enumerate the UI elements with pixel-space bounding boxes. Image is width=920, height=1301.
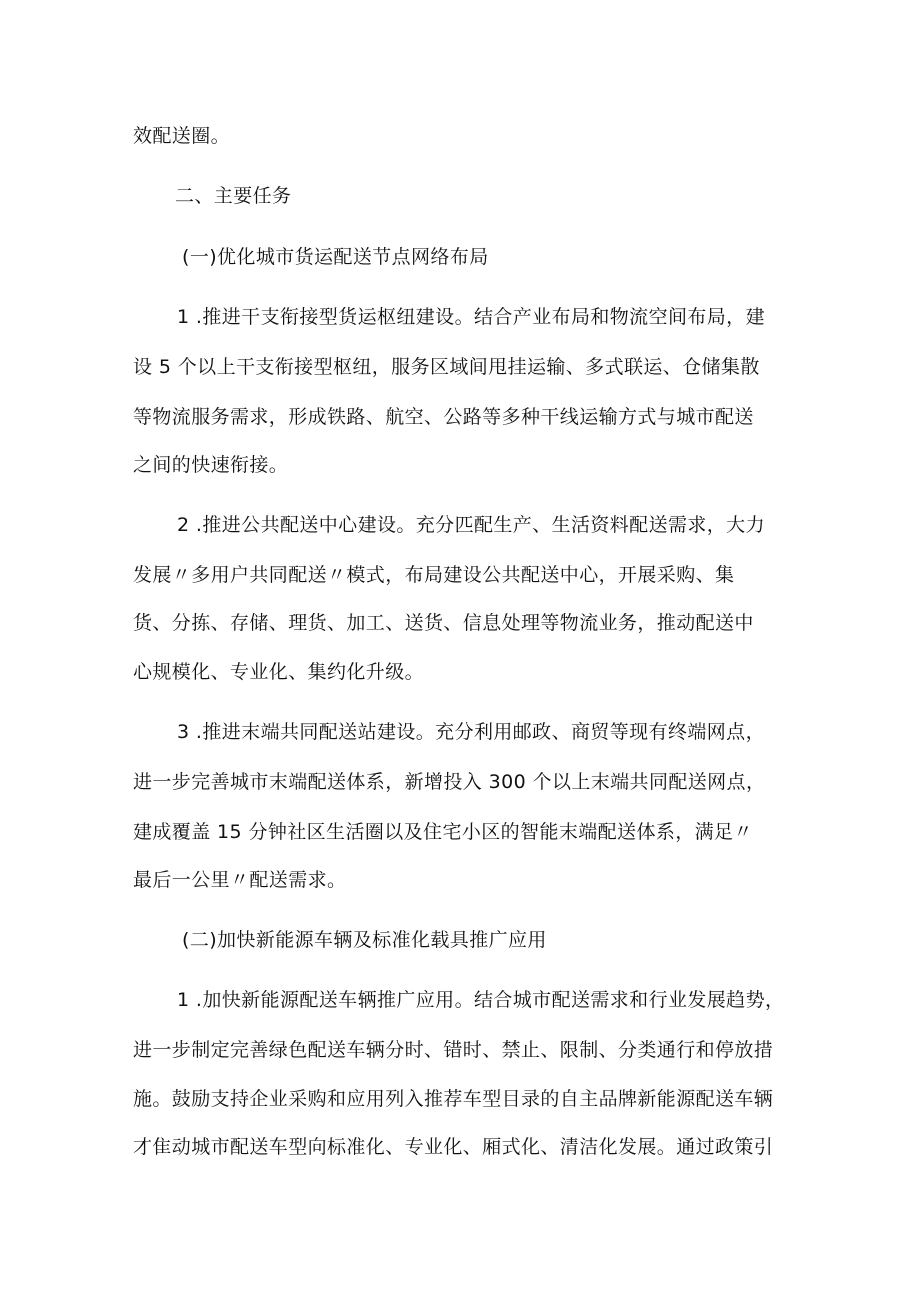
text-line: 施。鼓励支持企业采购和应用列入推荐车型目录的自主品牌新能源配送车辆 (133, 1088, 774, 1110)
text-line: 进一步制定完善绿色配送车辆分时、错时、禁止、限制、分类通行和停放措 (133, 1039, 774, 1061)
text-line: 进一步完善城市末端配送体系，新增投入 300 个以上末端共同配送网点， (133, 771, 766, 793)
subsection-heading: (二)加快新能源车辆及标准化载具推广应用 (182, 929, 547, 951)
text-line: 发展〃多用户共同配送〃模式，布局建设公共配送中心，开展采购、集 (133, 564, 735, 586)
subsection-heading: (一)优化城市货运配送节点网络布局 (182, 246, 489, 268)
text-line: 效配送圈。 (133, 125, 231, 147)
text-line: 心规模化、专业化、集约化升级。 (133, 661, 425, 683)
text-line: 之间的快速衔接。 (133, 454, 289, 476)
text-line: 才隹动城市配送车型向标准化、专业化、厢式化、清洁化发展。通过政策引 (133, 1136, 774, 1158)
text-line: 设 5 个以上干支衔接型枢纽，服务区域间甩挂运输、多式联运、仓储集散 (133, 356, 760, 378)
section-heading: 二、主要任务 (175, 185, 292, 207)
text-line: 建成覆盖 15 分钟社区生活圈以及住宅小区的智能末端配送体系，满足〃 (133, 821, 753, 843)
text-line: 1 .推进干支衔接型货运枢纽建设。结合产业布局和物流空间布局，建 (177, 306, 765, 328)
text-line: 2 .推进公共配送中心建设。充分匹配生产、生活资料配送需求，大力 (177, 514, 765, 536)
text-line: 1 .加快新能源配送车辆推广应用。结合城市配送需求和行业发展趋势， (177, 989, 785, 1011)
text-line: 货、分拣、存储、理货、加工、送货、信息处理等物流业务，推动配送中 (133, 612, 754, 634)
text-line: 等物流服务需求，形成铁路、航空、公路等多种干线运输方式与城市配送 (133, 406, 754, 428)
text-line: 最后一公里〃配送需求。 (133, 869, 347, 891)
text-line: 3 .推进末端共同配送站建设。充分利用邮政、商贸等现有终端网点， (177, 721, 765, 743)
